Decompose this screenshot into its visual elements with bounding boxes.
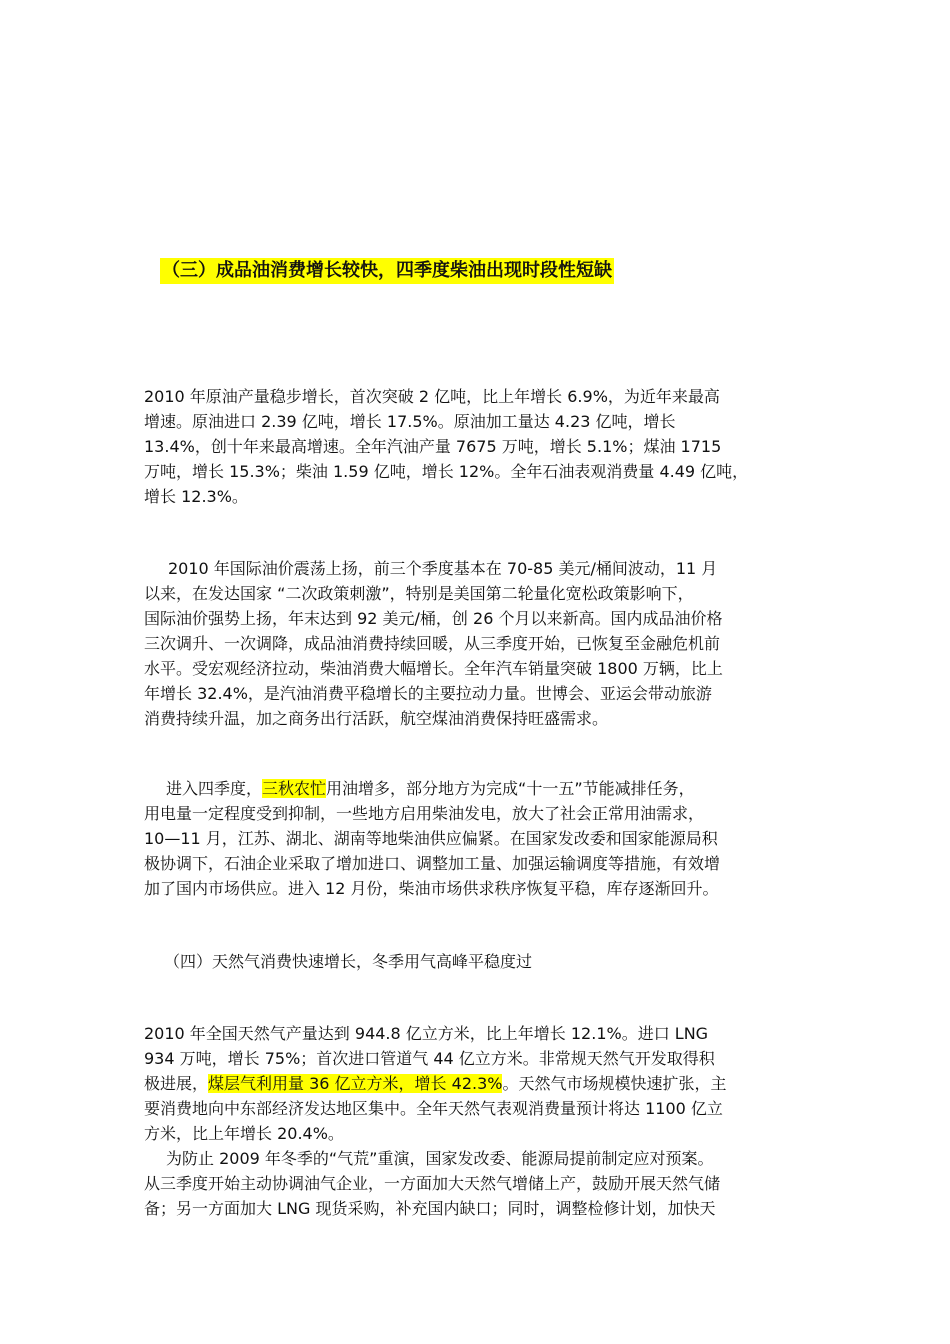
text-line: 加了国内市场供应。进入 12 月份，柴油市场供求秩序恢复平稳，库存逐渐回升。 — [144, 879, 719, 898]
text-line: 年增长 32.4%，是汽油消费平稳增长的主要拉动力量。世博会、亚运会带动旅游 — [144, 684, 712, 703]
text-line: 备；另一方面加大 LNG 现货采购，补充国内缺口；同时，调整检修计划，加快天 — [144, 1199, 716, 1218]
text-segment: 用油增多，部分地方为完成“十一五”节能减排任务， — [326, 779, 695, 798]
text-line: 10—11 月，江苏、湖北、湖南等地柴油供应偏紧。在国家发改委和国家能源局积 — [144, 829, 718, 848]
text-line: 2010 年国际油价震荡上扬，前三个季度基本在 70-85 美元/桶间波动，11 月 — [168, 559, 718, 578]
paragraph-gas-shortage-prevention — [144, 1146, 834, 1221]
text-segment: 进入四季度， — [166, 779, 263, 798]
text-line: 消费持续升温，加之商务出行活跃，航空煤油消费保持旺盛需求。 — [144, 709, 609, 728]
text-line — [144, 776, 834, 801]
text-line: 增长 12.3%。 — [144, 487, 248, 506]
highlighted-text: 煤层气利用量 36 亿立方米，增长 42.3% — [208, 1074, 503, 1093]
text-line: 以来，在发达国家 “二次政策刺激”，特别是美国第二轮量化宽松政策影响下， — [144, 584, 694, 603]
paragraph-natural-gas — [144, 1021, 834, 1146]
text-segment: 。天然气市场规模快速扩张，主 — [502, 1074, 727, 1093]
section-heading-3: （三）成品油消费增长较快，四季度柴油出现时段性短缺 — [160, 258, 614, 284]
paragraph-oil-production — [144, 384, 834, 509]
text-line: 万吨，增长 15.3%；柴油 1.59 亿吨，增长 12%。全年石油表观消费量 4.49 亿吨， — [144, 462, 749, 481]
text-line — [144, 1071, 834, 1096]
text-line: 13.4%，创十年来最高增速。全年汽油产量 7675 万吨，增长 5.1%；煤油 1715 — [144, 437, 722, 456]
text-line: 934 万吨，增长 75%；首次进口管道气 44 亿立方米。非常规天然气开发取得积 — [144, 1049, 715, 1068]
text-line: 增速。原油进口 2.39 亿吨，增长 17.5%。原油加工量达 4.23 亿吨，增长 — [144, 412, 676, 431]
section-heading-4: （四）天然气消费快速增长，冬季用气高峰平稳度过 — [164, 952, 533, 971]
text-line: 要消费地向中东部经济发达地区集中。全年天然气表观消费量预计将达 1100 亿立 — [144, 1099, 723, 1118]
text-line: 2010 年原油产量稳步增长，首次突破 2 亿吨，比上年增长 6.9%，为近年来最高 — [144, 387, 720, 406]
paragraph-diesel-shortage — [144, 776, 834, 901]
text-line: 国际油价强势上扬，年末达到 92 美元/桶，创 26 个月以来新高。国内成品油价格 — [144, 609, 723, 628]
text-line: 2010 年全国天然气产量达到 944.8 亿立方米，比上年增长 12.1%。进口 LNG — [144, 1024, 709, 1043]
text-line: 极协调下，石油企业采取了增加进口、调整加工量、加强运输调度等措施，有效增 — [144, 854, 721, 873]
text-line: 为防止 2009 年冬季的“气荒”重演，国家发改委、能源局提前制定应对预案。 — [166, 1149, 714, 1168]
paragraph-oil-price — [144, 556, 834, 731]
text-line: 水平。受宏观经济拉动，柴油消费大幅增长。全年汽车销量突破 1800 万辆，比上 — [144, 659, 723, 678]
text-segment: 极进展， — [144, 1074, 209, 1093]
text-line: 用电量一定程度受到抑制，一些地方启用柴油发电，放大了社会正常用油需求， — [144, 804, 705, 823]
text-line: 三次调升、一次调降，成品油消费持续回暖，从三季度开始，已恢复至金融危机前 — [144, 634, 721, 653]
highlighted-text: 三秋农忙 — [262, 779, 327, 798]
text-line: 从三季度开始主动协调油气企业，一方面加大天然气增储上产，鼓励开展天然气储 — [144, 1174, 721, 1193]
text-line: 方米，比上年增长 20.4%。 — [144, 1124, 344, 1143]
